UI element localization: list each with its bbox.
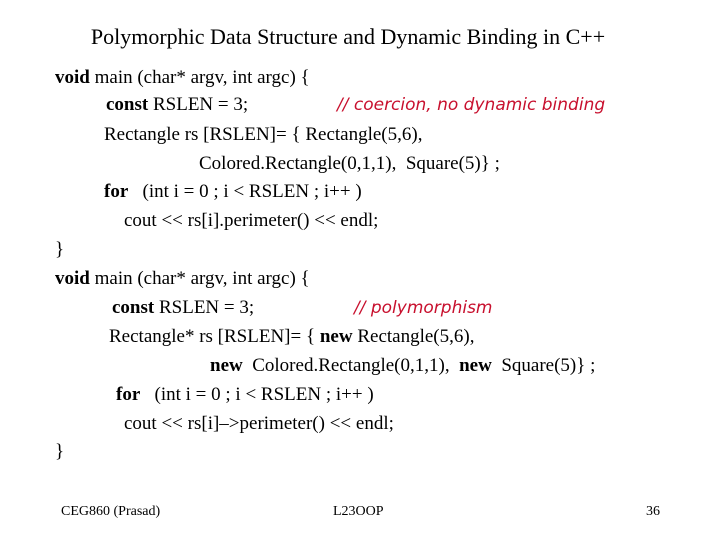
code-line: } <box>55 239 65 260</box>
footer-course-code: L23OOP <box>333 504 384 519</box>
code-line <box>104 181 362 203</box>
code-comment: // coercion, no dynamic binding <box>337 95 606 115</box>
keyword: void <box>55 268 90 289</box>
code-text: RSLEN = 3; <box>154 297 255 318</box>
keyword: new <box>459 355 492 376</box>
keyword: for <box>116 384 141 405</box>
keyword: const <box>112 297 155 318</box>
keyword: for <box>104 181 129 202</box>
code-text: (int i = 0 ; i < RSLEN ; i++ ) <box>128 181 362 202</box>
code-text: Rectangle* rs [RSLEN]= { <box>109 326 320 347</box>
keyword: void <box>55 67 90 88</box>
code-line <box>55 268 310 290</box>
page-number: 36 <box>646 504 660 519</box>
code-line <box>112 297 254 319</box>
code-text: Rectangle(5,6), <box>352 326 475 347</box>
code-line <box>116 384 374 406</box>
code-comment: // polymorphism <box>354 298 493 318</box>
code-text: Square(5)} ; <box>491 355 596 376</box>
keyword: new <box>319 326 353 347</box>
code-line: Rectangle rs [RSLEN]= { Rectangle(5,6), <box>104 124 423 145</box>
page-title <box>0 24 720 50</box>
code-text: RSLEN = 3; <box>148 94 249 115</box>
code-text: main (char* argv, int argc) { <box>89 268 310 289</box>
code-text: Colored.Rectangle(0,1,1), <box>242 355 460 376</box>
code-line <box>55 67 310 89</box>
code-text: (int i = 0 ; i < RSLEN ; i++ ) <box>140 384 374 405</box>
code-line <box>106 94 248 116</box>
keyword: const <box>106 94 149 115</box>
footer-author: CEG860 (Prasad) <box>61 504 161 519</box>
code-line <box>210 355 595 377</box>
code-text: main (char* argv, int argc) { <box>89 67 310 88</box>
code-line: Colored.Rectangle(0,1,1), Square(5)} ; <box>199 153 500 174</box>
keyword: new <box>210 355 243 376</box>
code-line <box>109 326 474 348</box>
code-line: } <box>55 441 65 462</box>
code-line: cout << rs[i].perimeter() << endl; <box>124 210 379 231</box>
code-line: cout << rs[i]–>perimeter() << endl; <box>124 413 394 434</box>
title-text: Polymorphic Data Structure and Dynamic Binding in C++ <box>90 24 606 49</box>
